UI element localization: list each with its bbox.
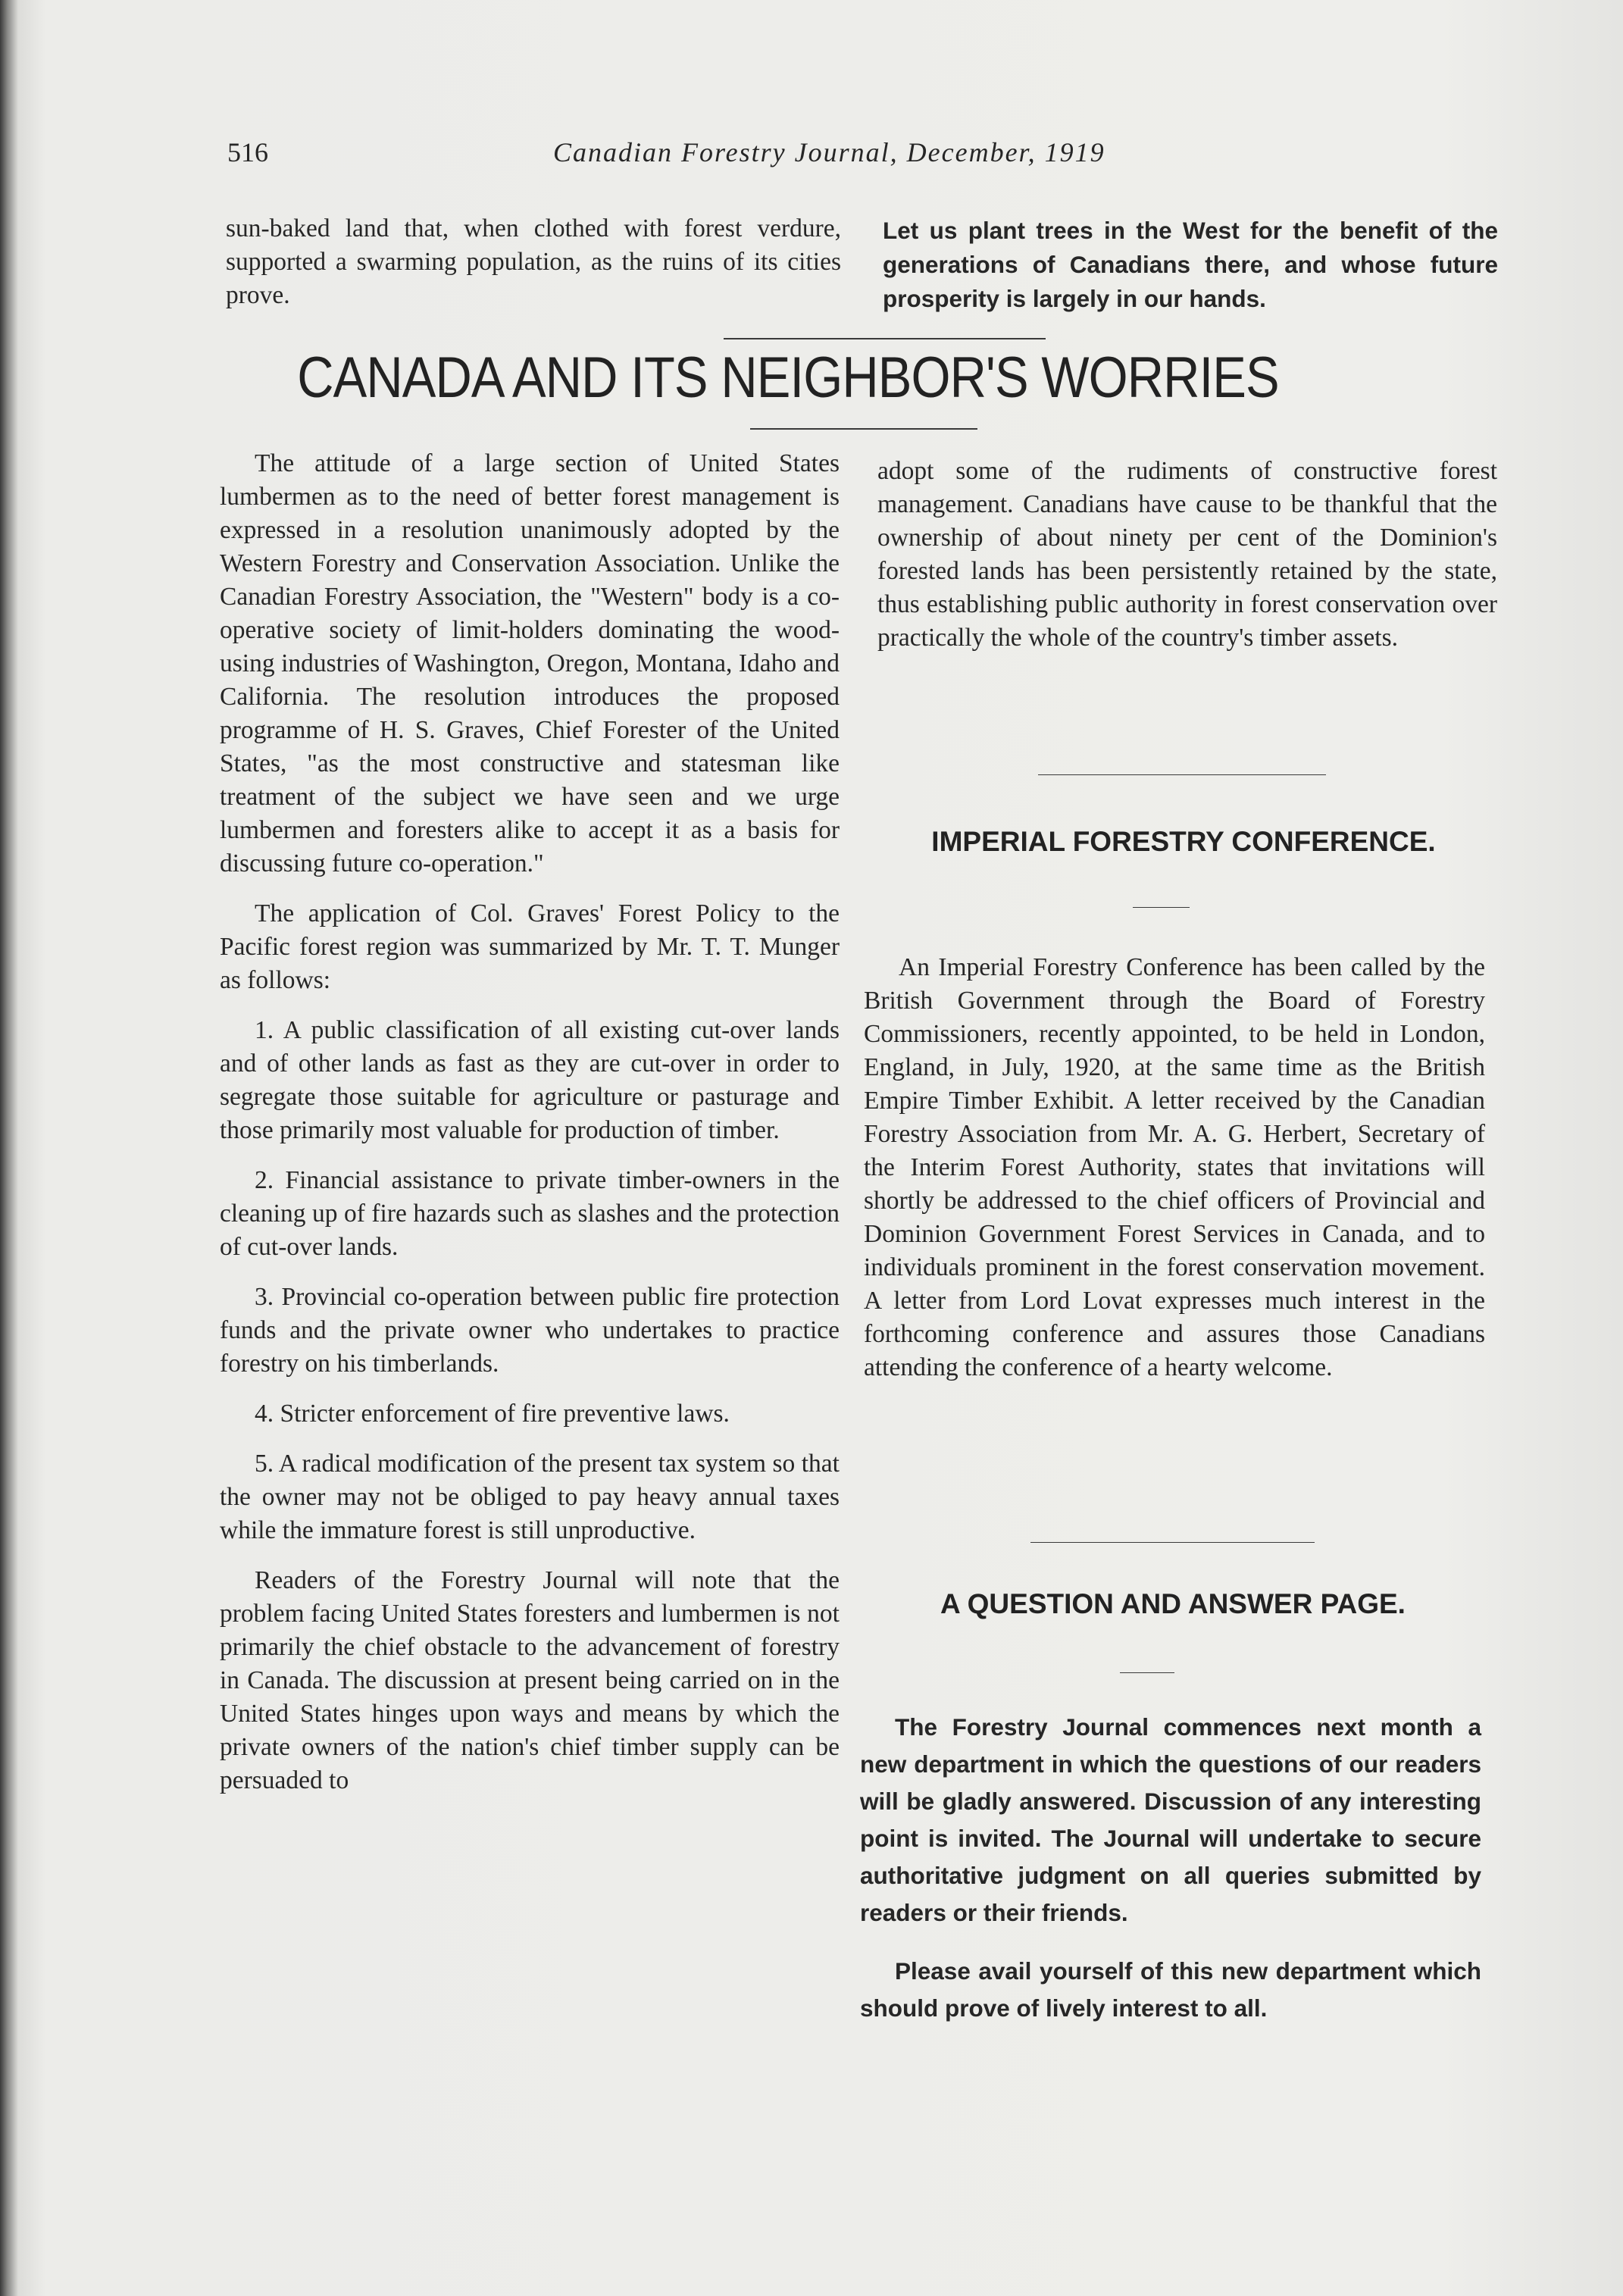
- section-divider: [1038, 774, 1326, 775]
- imperial-heading: IMPERIAL FORESTRY CONFERENCE.: [931, 826, 1436, 857]
- title-rule-top: [724, 338, 1046, 339]
- title-rule-bottom: [750, 428, 977, 430]
- list-item: 2. Financial assistance to private timber-owners in the cleaning up of fire hazards such as slashes and the protection of cut-over lands.: [220, 1166, 840, 1261]
- article-paragraph: The application of Col. Graves' Forest Policy to the Pacific forest region was summarized by Mr. T. T. Munger as follows:: [220, 899, 840, 994]
- article-title: CANADA AND ITS NEIGHBOR'S WORRIES: [297, 346, 1279, 410]
- list-item: 4. Stricter enforcement of fire preventive laws.: [255, 1400, 730, 1428]
- imperial-body: An Imperial Forestry Conference has been called by the British Government through the Board of Forestry Commissioners, recently appointed, to be held in London, England, in July, 1920, at the same time as the British Empire Timber Exhibit. A letter received by the Canadian Forestry Association from Mr. A. G. Herbert, Secretary of the Interim Forest Authority, states that invitations will shortly be addressed to the chief officers of Provincial and Dominion Government Forest Services in Canada, and to individuals prominent in the forest conservation movement. A letter from Lord Lovat expresses much interest in the forthcoming conference and assures those Canadians attending the conference of a hearty welcome.: [864, 953, 1485, 1381]
- section-divider: [1030, 1542, 1315, 1543]
- qa-heading: A QUESTION AND ANSWER PAGE.: [940, 1588, 1406, 1619]
- article-paragraph: Readers of the Forestry Journal will note that the problem facing United States foresters and lumbermen is not primarily the chief obstacle to the advancement of forestry in Canada. The discussion at present being carried on in the United States hinges upon ways and means by which the private owners of the nation's chief timber supply can be persuaded to: [220, 1566, 840, 1794]
- top-right-bold-paragraph: Let us plant trees in the West for the benefit of the generations of Canadians there, and whose future prosperity is largely in our hands.: [883, 217, 1498, 312]
- page-number: 516: [227, 137, 268, 167]
- article-left-column: [220, 447, 840, 1797]
- top-left-paragraph: sun-baked land that, when clothed with forest verdure, supported a swarming population, as the ruins of its cities prove.: [226, 214, 841, 309]
- running-head: Canadian Forestry Journal, December, 1919: [553, 137, 1105, 167]
- article-paragraph: The attitude of a large section of United States lumbermen as to the need of better forest management is expressed in a resolution unanimously adopted by the Western Forestry and Conservation Association. Unlike the Canadian Forestry Association, the "Western" body is a co-operative society of limit-holders dominating the wood-using industries of Washington, Oregon, Montana, Idaho and California. The resolution introduces the proposed programme of H. S. Graves, Chief Forester of the United States, "as the most constructive and statesman like treatment of the subject we have seen and we urge lumbermen and foresters alike to accept it as a basis for discussing future co-operation.": [220, 449, 840, 877]
- section-divider: [1120, 1672, 1174, 1673]
- list-item: 3. Provincial co-operation between public fire protection funds and the private owner who undertakes to practice forestry on his timberlands.: [220, 1283, 840, 1378]
- qa-body: The Forestry Journal commences next month a new department in which the questions of our readers will be gladly answered. Discussion of any interesting point is invited. The Journal will undertake to secure authoritative judgment on all queries submitted by readers or their friends. Please avail yourself of this new department which should prove of lively interest to all.: [860, 1713, 1481, 2022]
- list-item: 5. A radical modification of the present tax system so that the owner may not be obliged to pay heavy annual taxes while the immature forest is still unproductive.: [220, 1450, 840, 1544]
- section-divider: [1133, 907, 1190, 908]
- list-item: 1. A public classification of all existing cut-over lands and of other lands as fast as they are cut-over in order to segregate those suitable for agriculture or pasturage and those primarily most valuable for production of timber.: [220, 1016, 840, 1144]
- article-continuation: adopt some of the rudiments of constructive forest management. Canadians have cause to be thankful that the ownership of about ninety per cent of the Dominion's forested lands has been persistently retained by the state, thus establishing public authority in forest conservation over practically the whole of the country's timber assets.: [877, 457, 1497, 652]
